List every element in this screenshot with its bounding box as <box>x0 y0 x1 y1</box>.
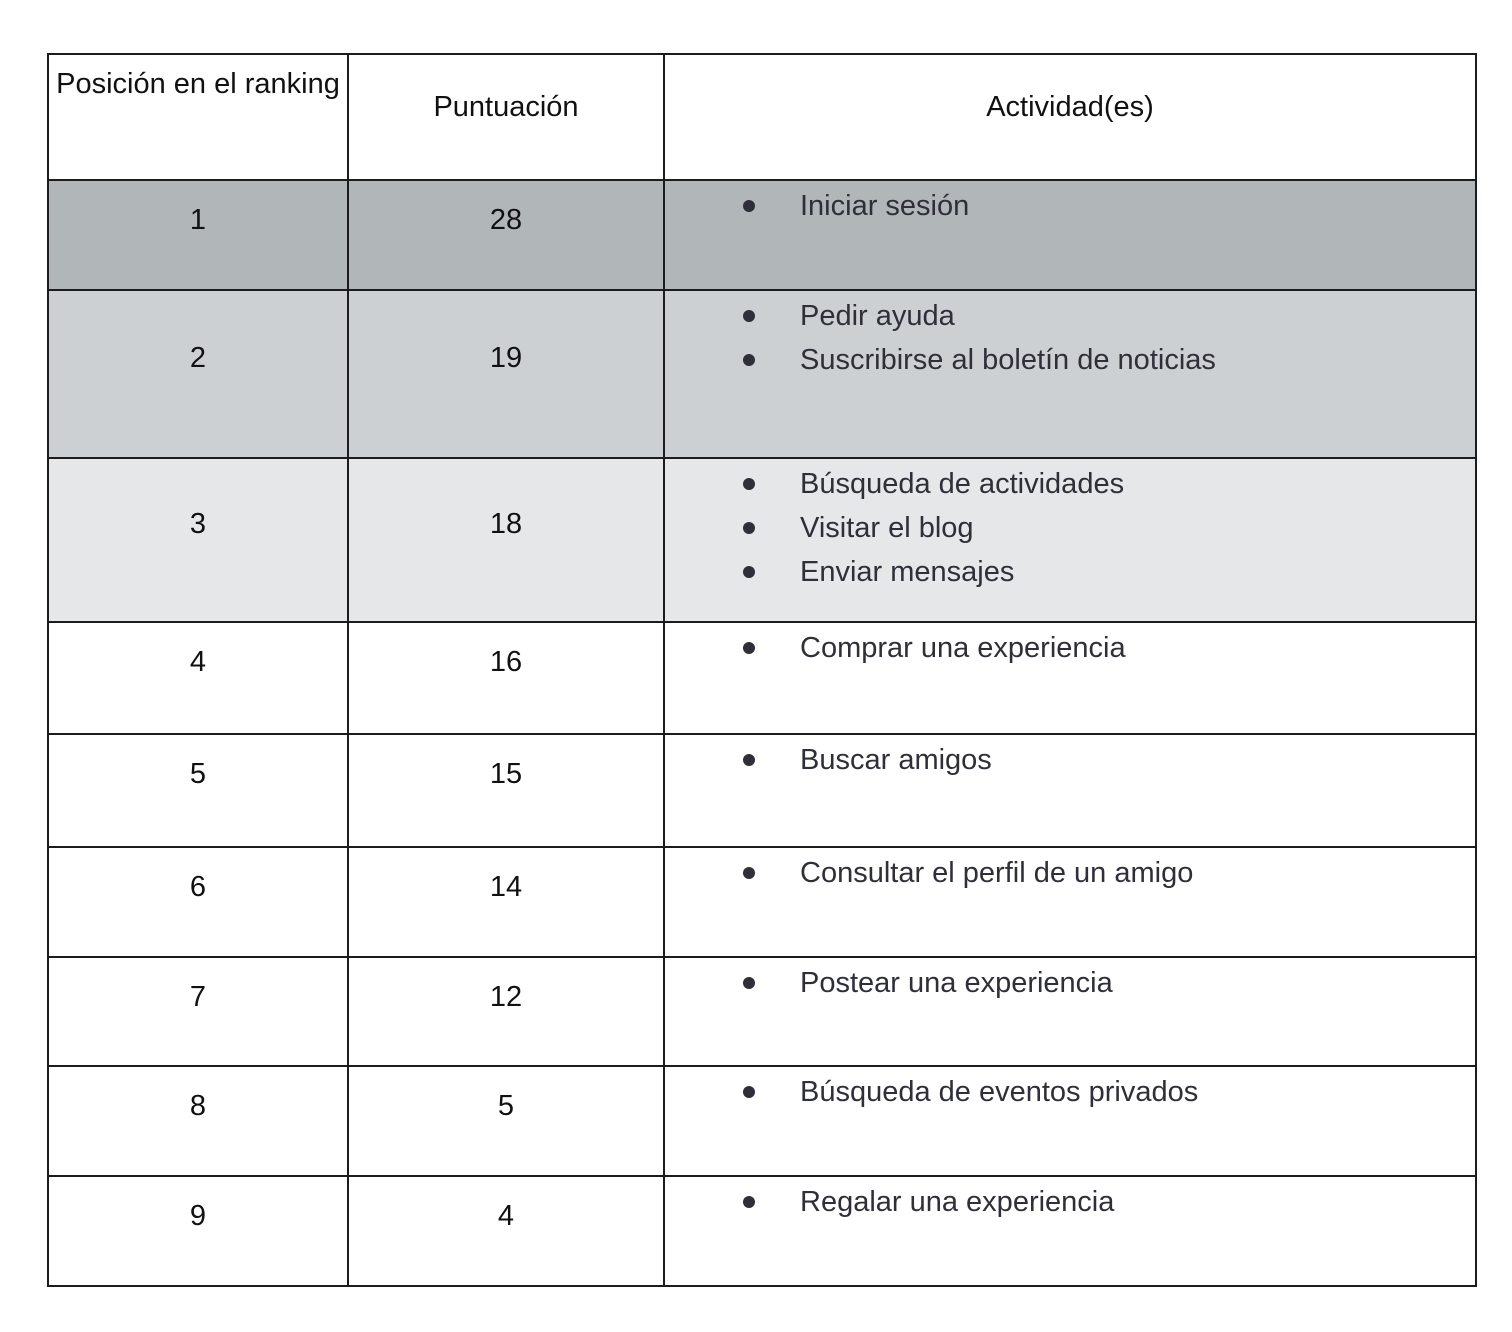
bullet-icon <box>743 522 755 534</box>
activities-cell <box>664 734 1476 847</box>
table-row <box>48 1066 1476 1176</box>
score-cell <box>348 957 664 1066</box>
table-row <box>48 1176 1476 1286</box>
activity-list <box>665 1180 1475 1224</box>
score-value: 15 <box>489 758 523 790</box>
rank-value: 7 <box>189 981 207 1013</box>
activity-item <box>665 294 1475 338</box>
activities-cell <box>664 458 1476 622</box>
score-value: 18 <box>489 508 523 540</box>
header-row <box>48 54 1476 180</box>
score-value: 12 <box>489 981 523 1013</box>
rank-value: 2 <box>189 342 207 374</box>
activity-item <box>665 961 1475 1005</box>
ranking-table <box>47 53 1477 1287</box>
activities-cell <box>664 180 1476 290</box>
activity-item <box>665 1070 1475 1114</box>
table-row <box>48 734 1476 847</box>
rank-value: 8 <box>189 1090 207 1122</box>
rank-cell <box>48 180 348 290</box>
rank-value: 9 <box>189 1200 207 1232</box>
activity-list <box>665 626 1475 670</box>
activity-label: Búsqueda de eventos privados <box>800 1076 1199 1108</box>
score-value: 4 <box>497 1200 515 1232</box>
activity-item <box>665 626 1475 670</box>
activity-list <box>665 294 1475 382</box>
bullet-icon <box>743 1196 755 1208</box>
activity-item <box>665 338 1475 382</box>
bullet-icon <box>743 977 755 989</box>
activity-label: Pedir ayuda <box>800 300 955 332</box>
bullet-icon <box>743 867 755 879</box>
activity-item <box>665 550 1475 594</box>
activity-item <box>665 462 1475 506</box>
activities-cell <box>664 1066 1476 1176</box>
activity-label: Suscribirse al boletín de noticias <box>800 344 1216 376</box>
activity-item <box>665 1180 1475 1224</box>
score-cell <box>348 622 664 734</box>
activity-list <box>665 462 1475 594</box>
bullet-icon <box>743 310 755 322</box>
rank-value: 3 <box>189 508 207 540</box>
rank-cell <box>48 458 348 622</box>
rank-value: 6 <box>189 871 207 903</box>
activity-item <box>665 184 1475 228</box>
activity-label: Regalar una experiencia <box>800 1186 1115 1218</box>
score-cell <box>348 1066 664 1176</box>
activities-cell <box>664 1176 1476 1286</box>
activity-list <box>665 961 1475 1005</box>
header-activities <box>664 54 1476 180</box>
activity-label: Comprar una experiencia <box>800 632 1126 664</box>
rank-cell <box>48 290 348 458</box>
rank-cell <box>48 622 348 734</box>
table-row <box>48 847 1476 957</box>
bullet-icon <box>743 200 755 212</box>
score-cell <box>348 734 664 847</box>
score-value: 19 <box>489 342 523 374</box>
table-row <box>48 290 1476 458</box>
score-value: 5 <box>497 1090 515 1122</box>
bullet-icon <box>743 478 755 490</box>
activity-label: Visitar el blog <box>800 512 974 544</box>
table-row <box>48 622 1476 734</box>
bullet-icon <box>743 566 755 578</box>
table-row <box>48 180 1476 290</box>
score-cell <box>348 1176 664 1286</box>
activity-label: Búsqueda de actividades <box>800 468 1125 500</box>
activities-cell <box>664 290 1476 458</box>
bullet-icon <box>743 642 755 654</box>
activity-label: Buscar amigos <box>800 744 992 776</box>
table-row <box>48 458 1476 622</box>
activity-list <box>665 738 1475 782</box>
rank-cell <box>48 734 348 847</box>
rank-value: 5 <box>189 758 207 790</box>
rank-value: 4 <box>189 646 207 678</box>
rank-cell <box>48 1176 348 1286</box>
activity-label: Postear una experiencia <box>800 967 1113 999</box>
activity-list <box>665 1070 1475 1114</box>
rank-value: 1 <box>189 204 207 236</box>
score-value: 28 <box>489 204 523 236</box>
activity-item <box>665 506 1475 550</box>
activity-label: Enviar mensajes <box>800 556 1015 588</box>
activities-cell <box>664 622 1476 734</box>
rank-cell <box>48 847 348 957</box>
score-value: 16 <box>489 646 523 678</box>
bullet-icon <box>743 354 755 366</box>
bullet-icon <box>743 1086 755 1098</box>
activity-item <box>665 738 1475 782</box>
bullet-icon <box>743 754 755 766</box>
activity-label: Iniciar sesión <box>800 190 970 222</box>
rank-cell <box>48 1066 348 1176</box>
activity-item <box>665 851 1475 895</box>
score-cell <box>348 458 664 622</box>
activity-list <box>665 851 1475 895</box>
rank-cell <box>48 957 348 1066</box>
header-score-label: Puntuación <box>433 91 579 123</box>
header-rank: Posición en el ranking <box>48 54 348 180</box>
activities-cell <box>664 847 1476 957</box>
header-score <box>348 54 664 180</box>
activities-cell <box>664 957 1476 1066</box>
table-row <box>48 957 1476 1066</box>
score-cell <box>348 847 664 957</box>
activity-list <box>665 184 1475 228</box>
score-value: 14 <box>489 871 523 903</box>
activity-label: Consultar el perfil de un amigo <box>800 857 1194 889</box>
score-cell <box>348 180 664 290</box>
score-cell <box>348 290 664 458</box>
header-activities-label: Actividad(es) <box>986 91 1154 123</box>
